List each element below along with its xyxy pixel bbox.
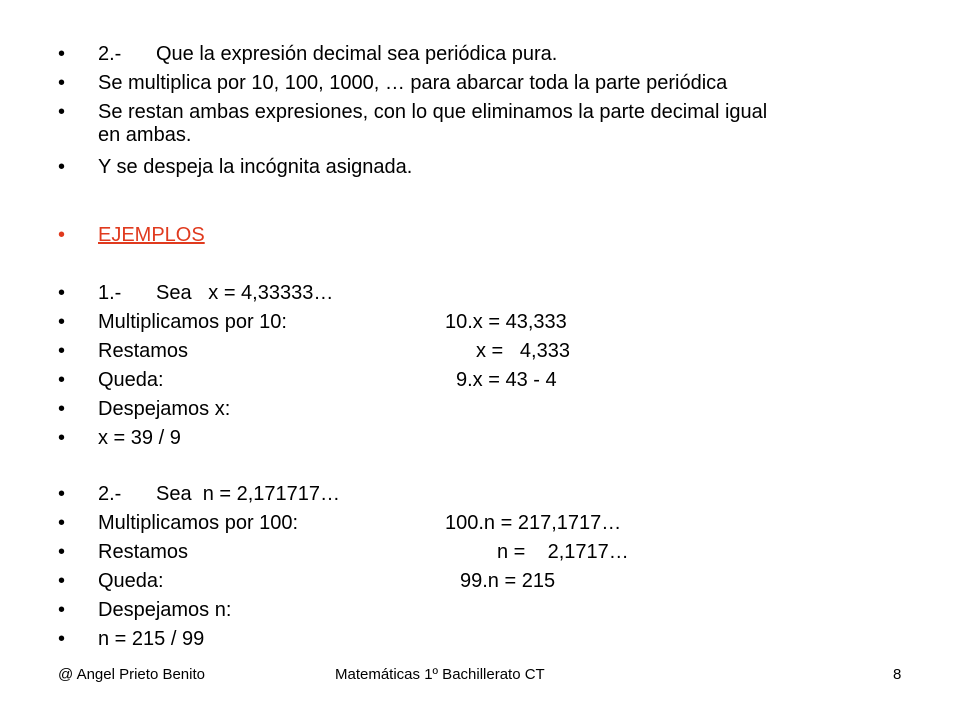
example1-subtract-equation: x = 4,333 (476, 340, 570, 362)
intro-item-4-text: Y se despeja la incógnita asignada. (98, 156, 413, 178)
footer-author: @ Angel Prieto Benito (58, 666, 205, 683)
example1-multiply-equation: 10.x = 43,333 (445, 311, 567, 333)
intro-item-3-text-line1: Se restan ambas expresiones, con lo que eliminamos la parte decimal igual (98, 101, 768, 123)
example1-number: 1.- (98, 282, 122, 304)
example2-subtract-label: Restamos (98, 541, 189, 563)
intro-item-2-text: Se multiplica por 10, 100, 1000, … para abarcar toda la parte periódica (98, 72, 728, 94)
example1-subtract-label: Restamos (98, 340, 189, 362)
bullet: • (58, 427, 66, 449)
examples-heading-text: EJEMPLOS (98, 224, 205, 246)
bullet: • (58, 282, 66, 304)
example2-queda-equation: 99.n = 215 (460, 570, 556, 592)
bullet: • (58, 340, 66, 362)
example1-queda-label: Queda: (98, 369, 164, 391)
bullet: • (58, 101, 66, 123)
bullet: • (58, 43, 66, 65)
example2-subtract-equation: n = 2,1717… (497, 541, 629, 563)
footer-page-number: 8 (893, 666, 902, 683)
intro-item-3-text-line2: en ambas. (98, 124, 192, 146)
intro-item-1-text: Que la expresión decimal sea periódica pura. (156, 43, 558, 65)
bullet: • (58, 311, 66, 333)
example2-multiply-equation: 100.n = 217,1717… (445, 512, 622, 534)
bullet: • (58, 599, 66, 621)
bullet: • (58, 72, 66, 94)
example1-answer-text: x = 39 / 9 (98, 427, 181, 449)
footer-title: Matemáticas 1º Bachillerato CT (335, 666, 545, 683)
intro-item-1-number: 2.- (98, 43, 122, 65)
example2-sea: Sea n = 2,171717… (156, 483, 341, 505)
example2-solve-text: Despejamos n: (98, 599, 232, 621)
example2-multiply-label: Multiplicamos por 100: (98, 512, 299, 534)
example2-number: 2.- (98, 483, 122, 505)
bullet: • (58, 570, 66, 592)
bullet: • (58, 541, 66, 563)
example2-queda-label: Queda: (98, 570, 164, 592)
example2-answer-text: n = 215 / 99 (98, 628, 205, 650)
bullet: • (58, 156, 66, 178)
bullet: • (58, 483, 66, 505)
bullet: • (58, 628, 66, 650)
bullet: • (58, 398, 66, 420)
example1-queda-equation: 9.x = 43 - 4 (456, 369, 557, 391)
bullet: • (58, 224, 66, 246)
bullet: • (58, 512, 66, 534)
example1-sea: Sea x = 4,33333… (156, 282, 334, 304)
bullet: • (58, 369, 66, 391)
example1-solve-text: Despejamos x: (98, 398, 231, 420)
example1-multiply-label: Multiplicamos por 10: (98, 311, 287, 333)
